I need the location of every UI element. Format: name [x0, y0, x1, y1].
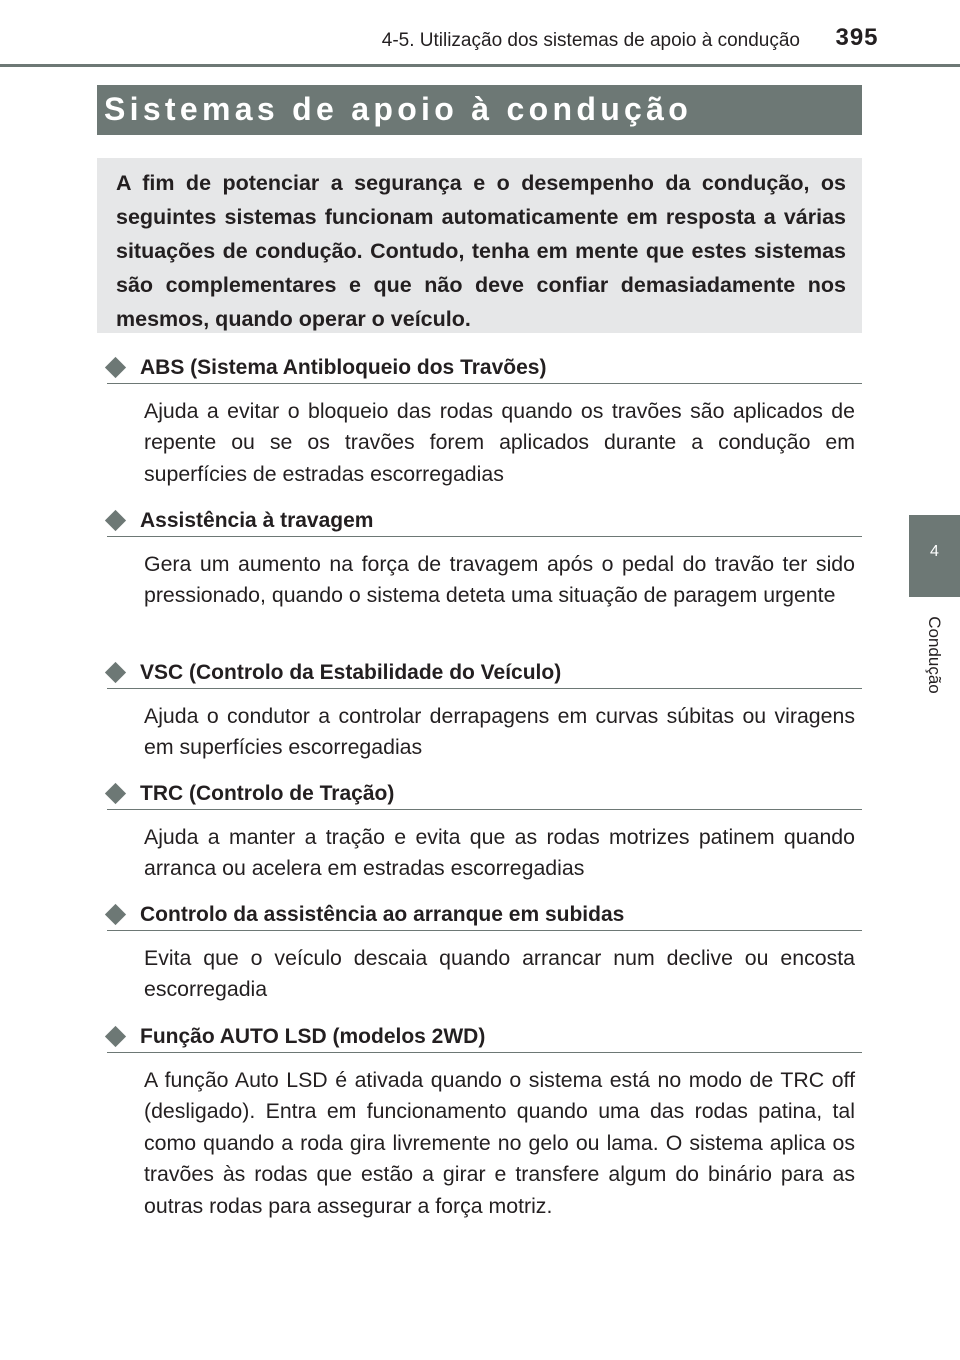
item-heading: Controlo da assistência ao arranque em subidas	[140, 903, 625, 926]
chapter-tab-label: Condução	[925, 616, 944, 694]
page-title: Sistemas de apoio à condução	[104, 91, 693, 127]
item-heading: TRC (Controlo de Tração)	[140, 782, 395, 805]
item-body: Ajuda a evitar o bloqueio das rodas quando os travões são aplicados de repente ou se os travões forem aplicados durante a condução em superfícies de estradas escorregadias	[144, 399, 855, 486]
item-rule	[107, 930, 862, 931]
item-heading: ABS (Sistema Antibloqueio dos Travões)	[140, 356, 547, 379]
item-rule	[107, 383, 862, 384]
diamond-bullet-icon	[105, 1026, 126, 1047]
chapter-tab-number: 4	[930, 543, 939, 560]
item-rule	[107, 809, 862, 810]
item-heading: Função AUTO LSD (modelos 2WD)	[140, 1025, 486, 1048]
item-body: Ajuda o condutor a controlar derrapagens em curvas súbitas ou viragens em superfícies escorregadias	[144, 704, 855, 760]
item-rule	[107, 688, 862, 689]
item-heading: VSC (Controlo da Estabilidade do Veículo)	[140, 661, 562, 684]
item-rule	[107, 536, 862, 537]
item-heading: Assistência à travagem	[140, 509, 374, 532]
page-number: 395	[835, 24, 879, 51]
header-section-title: 4-5. Utilização dos sistemas de apoio à condução	[381, 30, 800, 51]
item-body: Ajuda a manter a tração e evita que as rodas motrizes patinem quando arranca ou acelera em estradas escorregadias	[144, 825, 855, 881]
item-rule	[107, 1052, 862, 1053]
item-body: A função Auto LSD é ativada quando o sistema está no modo de TRC off (desligado). Entra em funcionamento quando uma das rodas patina, tal como quando a roda gira livremente no gelo ou lama. O sistema aplica os travões às rodas que estão a girar e transfere algum do binário para as outras rodas para assegurar a força motriz.	[144, 1068, 855, 1218]
header-rule	[0, 64, 960, 67]
diamond-bullet-icon	[105, 783, 126, 804]
item-body: Evita que o veículo descaia quando arrancar num declive ou encosta escorregadia	[144, 946, 855, 1002]
diamond-bullet-icon	[105, 510, 126, 531]
diamond-bullet-icon	[105, 662, 126, 683]
diamond-bullet-icon	[105, 904, 126, 925]
intro-text: A fim de potenciar a segurança e o desempenho da condução, os seguintes sistemas funcionam automaticamente em resposta a várias situações de condução. Contudo, tenha em mente que estes sistemas são complementares e que não deve confiar demasiadamente nos mesmos, quando operar o veículo.	[116, 171, 846, 331]
diamond-bullet-icon	[105, 357, 126, 378]
item-body: Gera um aumento na força de travagem após o pedal do travão ter sido pressionado, quando o sistema deteta uma situação de paragem urgente	[144, 552, 855, 608]
